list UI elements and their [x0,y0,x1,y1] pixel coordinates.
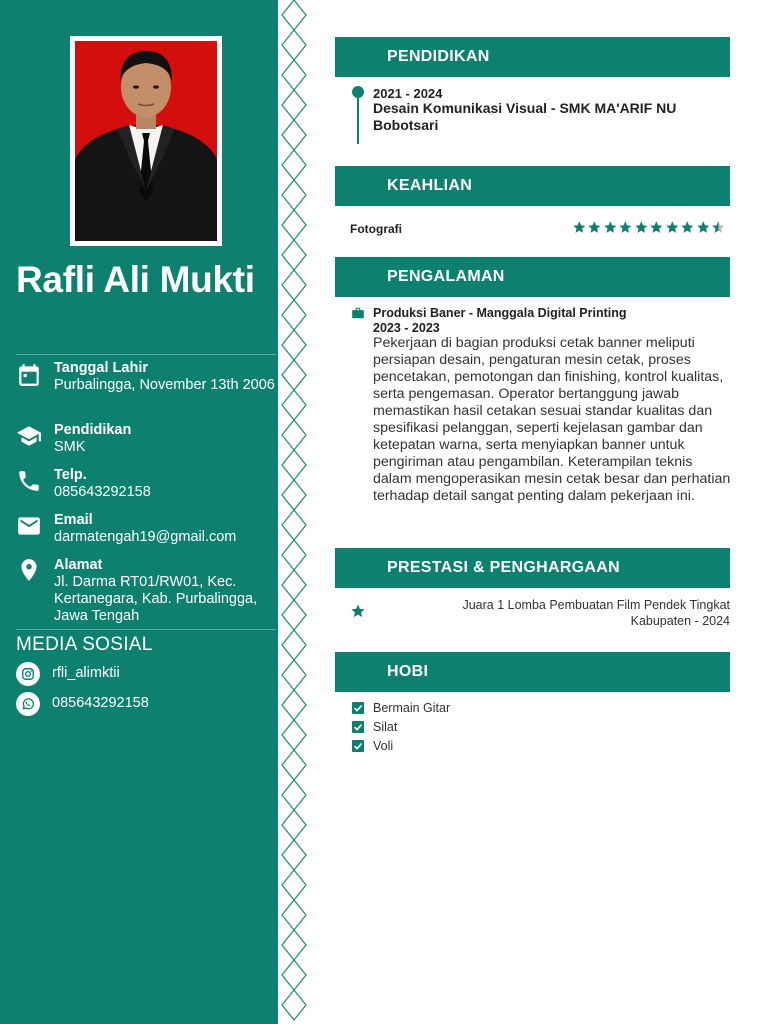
divider [16,354,276,355]
rating-star-icon [696,220,711,235]
sidebar [0,0,278,1024]
rating-star-icon [680,220,695,235]
social-whatsapp-number: 085643292158 [52,695,149,711]
location-pin-icon [16,557,42,583]
rating-star-icon [618,220,633,235]
info-label: Telp. [54,467,87,483]
timeline-line [357,96,359,144]
info-email [16,512,276,548]
rating-star-icon [572,220,587,235]
rating-star-icon [649,220,664,235]
calendar-icon [16,362,42,388]
rating-star-icon [634,220,649,235]
info-label: Pendidikan [54,422,132,438]
social-whatsapp[interactable] [16,692,276,716]
info-value: Purbalingga, November 13th 2006 [54,377,275,393]
social-instagram[interactable] [16,662,276,686]
star-icon [350,603,366,619]
education-years: 2021 - 2024 [373,86,443,101]
checkbox-checked-icon [352,740,364,752]
info-education [16,422,276,458]
profile-name: Rafli Ali Mukti [16,259,255,300]
skill-rating [572,220,726,236]
rating-star-icon [587,220,602,235]
rating-star-icon [711,220,726,235]
profile-photo [75,41,217,241]
info-label: Email [54,512,93,528]
info-label: Alamat [54,557,103,573]
info-value: darmatengah19@gmail.com [54,529,237,545]
checkbox-checked-icon [352,702,364,714]
section-header-experience: PENGALAMAN [335,257,730,297]
section-header-hobbies: HOBI [335,652,730,692]
info-value: 085643292158 [54,484,151,500]
experience-years: 2023 - 2023 [373,321,440,335]
info-value: Jl. Darma RT01/RW01, Kec. Kertanegara, Kab. Purbalingga, Jawa Tengah [54,574,258,624]
phone-icon [16,468,42,494]
skill-name: Fotografi [350,222,402,236]
hobby-label: Voli [373,739,394,753]
info-address [16,557,276,625]
briefcase-icon [351,306,365,320]
info-label: Tanggal Lahir [54,360,148,376]
section-header-achievements: PRESTASI & PENGHARGAAN [335,548,730,588]
diamond-chain-decoration [280,0,308,1024]
hobby-label: Bermain Gitar [373,701,451,715]
whatsapp-icon [16,692,40,716]
checkbox-checked-icon [352,721,364,733]
achievement-item: Juara 1 Lomba Pembuatan Film Pendek Tingkat Kabupaten - 2024 [462,598,730,628]
rating-star-icon [603,220,618,235]
profile-photo-frame [70,36,222,246]
media-social-title: MEDIA SOSIAL [16,634,153,655]
rating-star-icon [665,220,680,235]
graduation-cap-icon [16,423,42,449]
mail-icon [16,513,42,539]
experience-description: Pekerjaan di bagian produksi cetak banner meliputi persiapan desain, pengaturan mesin cetak, proses pencetakan, pemotongan dan finishing, kontrol kualitas, serta pengemasan. Operator bertanggung jawab memastikan hasil cetakan sesuai standar kualitas dan spesifikasi pelanggan, seperti kejelasan gambar dan ketepatan warna, serta menyiapkan banner untuk pengiriman atau pengambilan. Keterampilan teknis dalam mengoperasikan mesin cetak besar dan perhatian terhadap detail sangat penting dalam pekerjaan ini. [373,335,731,504]
section-header-education: PENDIDIKAN [335,37,730,77]
section-header-skills: KEAHLIAN [335,166,730,206]
info-value: SMK [54,439,86,455]
experience-title: Produksi Baner - Manggala Digital Printing [373,306,627,320]
info-birth [16,360,276,412]
social-instagram-handle: rfli_alimktii [52,665,120,681]
education-school: Desain Komunikasi Visual - SMK MA'ARIF NU Bobotsari [373,100,677,133]
divider [16,629,276,630]
instagram-icon [16,662,40,686]
hobby-label: Silat [373,720,398,734]
info-phone [16,467,276,503]
